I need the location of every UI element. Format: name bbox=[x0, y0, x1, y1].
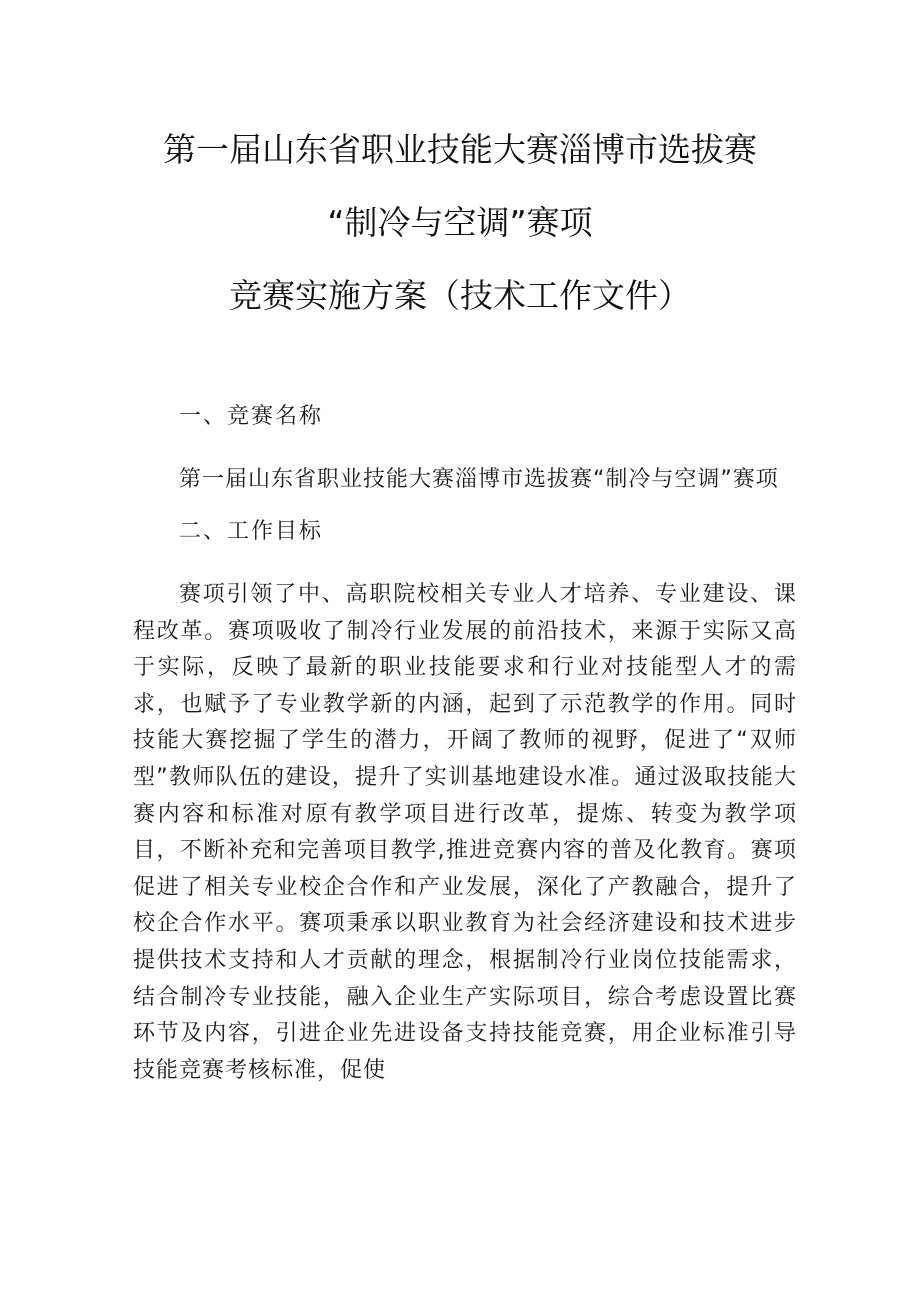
title-line-3: 竞赛实施方案（技术工作文件） bbox=[229, 276, 691, 315]
title-line-1: 第一届山东省职业技能大赛淄博市选拔赛 bbox=[163, 130, 757, 169]
document-body bbox=[133, 402, 797, 1108]
paragraph-work-goals: 赛项引领了中、高职院校相关专业人才培养、专业建设、课程改革。赛项吸收了制冷行业发展的前沿技术，来源于实际又高于实际，反映了最新的职业技能要求和行业对技能型人才的需求，也赋予了专业教学新的内涵，起到了示范教学的作用。同时技能大赛挖掘了学生的潜力，开阔了教师的视野，促进了“双师型”教师队伍的建设，提升了实训基地建设水准。通过汲取技能大赛内容和标准对原有教学项目进行改革，提炼、转变为教学项目，不断补充和完善项目教学,推进竞赛内容的普及化教育。赛项促进了相关专业校企合作和产业发展，深化了产教融合，提升了校企合作水平。赛项秉承以职业教育为社会经济建设和技术进步提供技术支持和人才贡献的理念，根据制冷行业岗位技能需求，结合制冷专业技能，融入企业生产实际项目，综合考虑设置比赛环节及内容，引进企业先进设备支持技能竞赛，用企业标准引导技能竞赛考核标准，促使 bbox=[133, 582, 797, 1083]
document-title bbox=[0, 132, 920, 351]
section-heading-work-goals: 二、工作目标 bbox=[179, 519, 324, 544]
section-heading-competition-name: 一、竞赛名称 bbox=[179, 404, 324, 429]
title-line-2: “制冷与空调”赛项 bbox=[327, 203, 593, 242]
paragraph-competition-name: 第一届山东省职业技能大赛淄博市选拔赛“制冷与空调”赛项 bbox=[179, 467, 779, 492]
